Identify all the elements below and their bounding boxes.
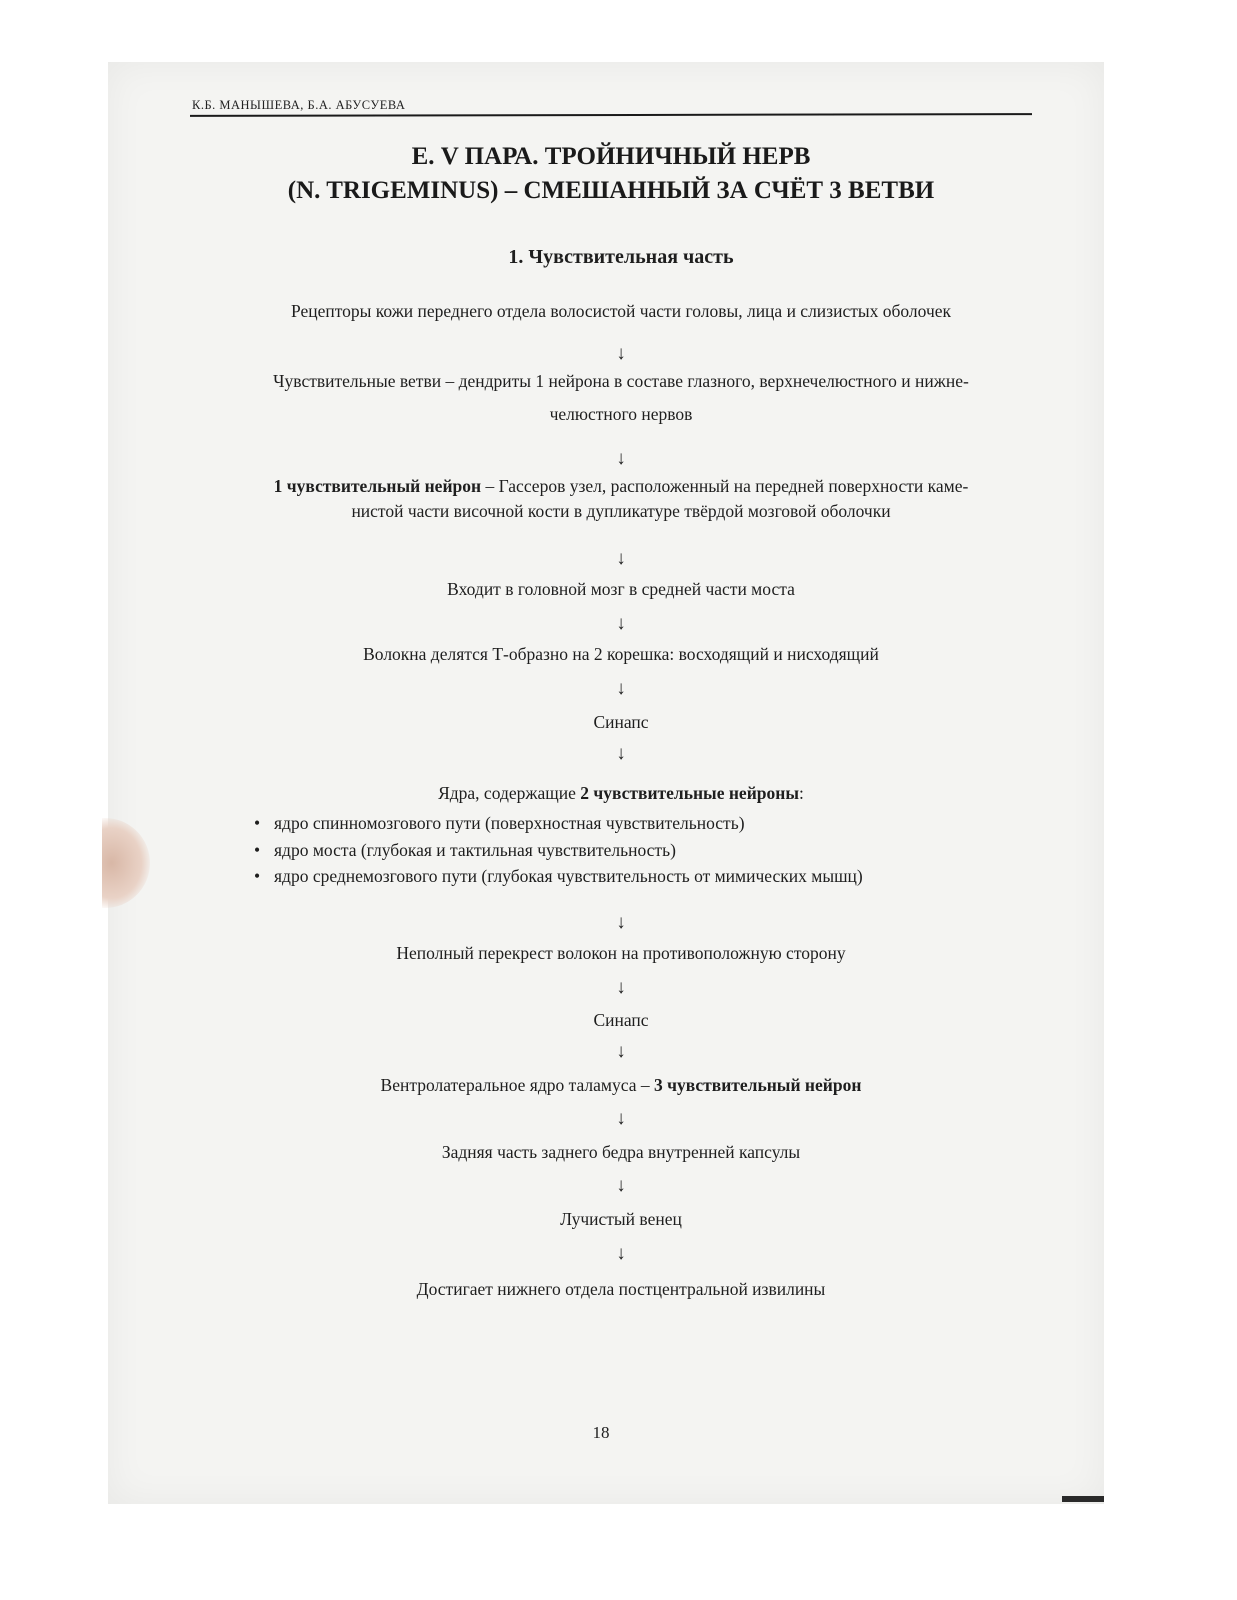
flow-step-dendrites-line-2: челюстного нервов (549, 404, 693, 424)
down-arrow-icon: ↓ (616, 678, 626, 699)
running-head: К.Б. МАНЫШЕВА, Б.А. АБУСУЕВА (192, 98, 406, 112)
flow-step-nuclei (190, 782, 1052, 804)
down-arrow-icon: ↓ (616, 1108, 626, 1129)
page-edge-shadow (1062, 1496, 1104, 1502)
flow-step-thalamus (190, 1074, 1052, 1096)
down-arrow-icon: ↓ (616, 1175, 626, 1196)
flow-step-first-neuron-line-1 (190, 475, 1052, 497)
down-arrow-icon: ↓ (616, 1041, 626, 1062)
flow-step-first-neuron-line-2: нистой части височной кости в дупликатуре твёрдой мозговой оболочки (351, 501, 891, 521)
down-arrow-icon: ↓ (616, 977, 626, 998)
list-item: • ядро моста (глубокая и тактильная чувствительность) (252, 837, 863, 864)
nuclei-colon: : (799, 783, 804, 803)
flow-step-decussation: Неполный перекрест волокон на противоположную сторону (396, 943, 846, 963)
first-neuron-label: 1 чувствительный нейрон (273, 476, 482, 496)
nuclei-list (252, 810, 863, 890)
second-neurons-label: 2 чувствительные нейроны (580, 783, 800, 803)
thalamus-label: Вентролатеральное ядро таламуса – (380, 1075, 654, 1095)
chapter-title-line-1: Е. V ПАРА. ТРОЙНИЧНЫЙ НЕРВ (411, 143, 811, 170)
down-arrow-icon: ↓ (616, 912, 626, 933)
list-item: • ядро среднемозгового пути (глубокая чувствительность от мимических мышц) (252, 863, 863, 890)
flow-step-receptors: Рецепторы кожи переднего отдела волосистой части головы, лица и слизистых оболочек (290, 301, 952, 321)
nuclei-intro: Ядра, содержащие (438, 783, 581, 803)
flow-step-synapse-1: Синапс (593, 712, 649, 732)
flow-step-corona-radiata: Лучистый венец (560, 1209, 682, 1229)
flow-step-enters-brain: Входит в головной мозг в средней части моста (447, 579, 795, 599)
page-number: 18 (592, 1423, 610, 1442)
down-arrow-icon: ↓ (616, 1243, 626, 1264)
down-arrow-icon: ↓ (616, 613, 626, 634)
flow-step-internal-capsule: Задняя часть заднего бедра внутренней капсулы (441, 1142, 801, 1162)
chapter-title-line-2: (N. TRIGEMINUS) – СМЕШАННЫЙ ЗА СЧЁТ 3 ВЕТВИ (287, 177, 935, 204)
down-arrow-icon: ↓ (616, 343, 626, 364)
third-neuron-label: 3 чувствительный нейрон (653, 1075, 862, 1095)
flow-step-fibers-divide: Волокна делятся Т-образно на 2 корешка: восходящий и нисходящий (363, 644, 879, 664)
list-item: • ядро спинномозгового пути (поверхностная чувствительность) (252, 810, 863, 837)
flow-step-postcentral-gyrus: Достигает нижнего отдела постцентральной извилины (416, 1279, 826, 1299)
first-neuron-description: – Гассеров узел, расположенный на передней поверхности каме- (481, 476, 969, 496)
down-arrow-icon: ↓ (616, 743, 626, 764)
down-arrow-icon: ↓ (616, 548, 626, 569)
flow-step-synapse-2: Синапс (593, 1010, 649, 1030)
flow-step-dendrites-line-1: Чувствительные ветви – дендриты 1 нейрона в составе глазного, верхнечелюстного и нижне- (273, 371, 969, 391)
down-arrow-icon: ↓ (616, 448, 626, 469)
section-heading: 1. Чувствительная часть (508, 246, 734, 268)
